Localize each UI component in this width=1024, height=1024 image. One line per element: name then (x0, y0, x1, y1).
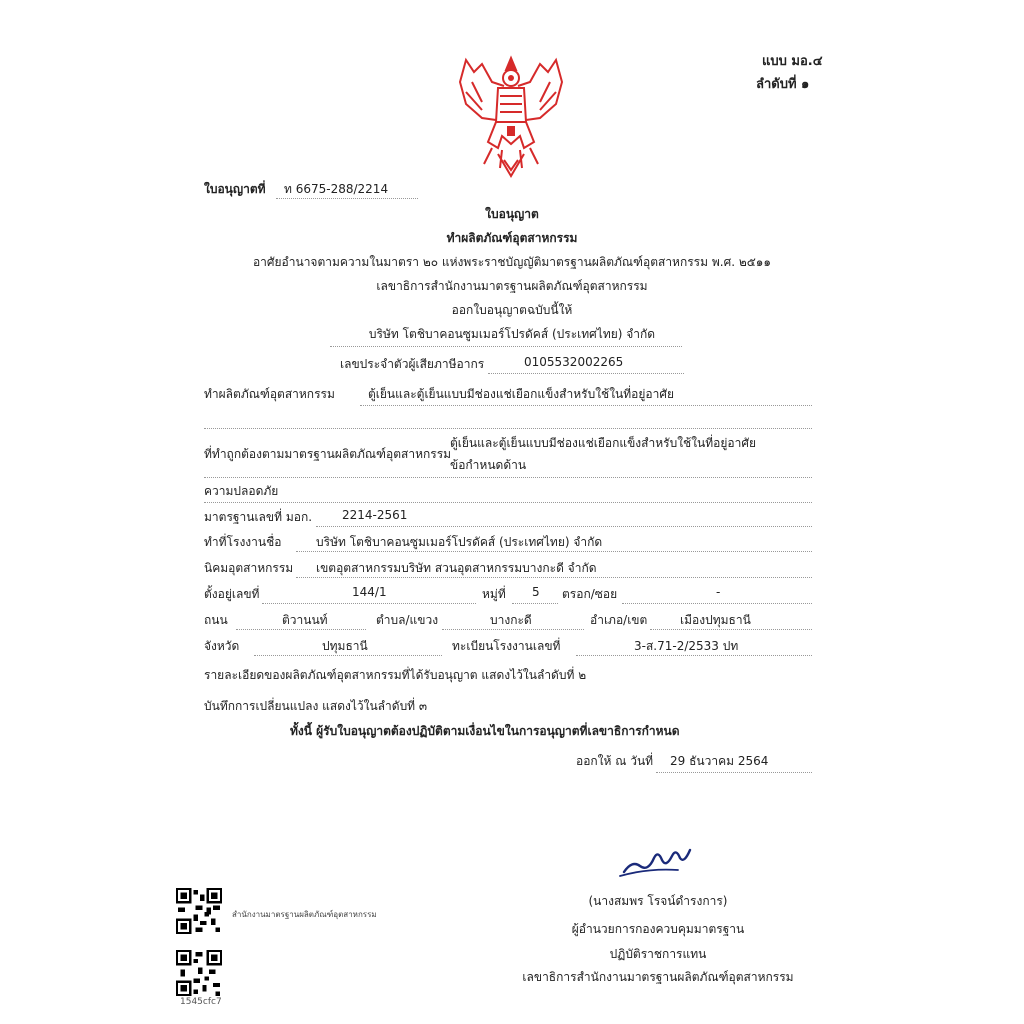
qr-caption: สำนักงานมาตรฐานผลิตภัณฑ์อุตสาหกรรม (232, 910, 377, 919)
address-soi-value: - (716, 585, 721, 599)
signatory-name: (นางสมพร โรจน์ดำรงการ) (588, 894, 728, 908)
tax-id-line (488, 373, 684, 374)
address-moo-line (512, 603, 558, 604)
qr-code-top (176, 888, 222, 934)
document-subtitle: ทำผลิตภัณฑ์อุตสาหกรรม (446, 231, 578, 245)
license-number-value: ท 6675-288/2214 (284, 182, 389, 196)
address-sub-value: บางกะดี (490, 613, 532, 627)
address-prov-label: จังหวัด (204, 639, 240, 653)
tis-label: มาตรฐานเลขที่ มอก. (204, 510, 313, 524)
address-moo-label: หมู่ที่ (482, 587, 506, 601)
license-number-label: ใบอนุญาตที่ (204, 182, 266, 196)
officer-text: เลขาธิการสำนักงานมาตรฐานผลิตภัณฑ์อุตสาหกรรม (376, 279, 648, 293)
standard-value-2: ข้อกำหนดด้าน (450, 458, 527, 472)
signatory-position: ผู้อำนวยการกองควบคุมมาตรฐาน (571, 922, 745, 936)
authority-text: อาศัยอำนาจตามความในมาตรา ๒๐ แห่งพระราชบัญญัติมาตรฐานผลิตภัณฑ์อุตสาหกรรม พ.ศ. ๒๕๑๑ (252, 255, 772, 269)
signature-mark (618, 838, 696, 880)
estate-line (296, 577, 812, 578)
standard-value-1: ตู้เย็นและตู้เย็นแบบมีช่องแช่เยือกแข็งสำหรับใช้ในที่อยู่อาศัย (450, 436, 757, 450)
standard-line-2 (204, 502, 812, 503)
standard-label: ที่ทำถูกต้องตามมาตรฐานผลิตภัณฑ์อุตสาหกรรม (204, 447, 452, 461)
standard-line (204, 477, 812, 478)
address-moo-value: 5 (532, 585, 540, 599)
address-soi-line (622, 603, 812, 604)
condition-note: ทั้งนี้ ผู้รับใบอนุญาตต้องปฏิบัติตามเงื่อนไขในการอนุญาตที่เลขาธิการกำหนด (290, 724, 680, 738)
signatory-acting: ปฏิบัติราชการแทน (609, 947, 707, 961)
address-no-label: ตั้งอยู่เลขที่ (204, 587, 260, 601)
product-line-2 (204, 428, 812, 429)
tax-id-label: เลขประจำตัวผู้เสียภาษีอากร (340, 357, 485, 371)
garuda-emblem (452, 52, 570, 180)
address-sub-label: ตำบล/แขวง (376, 613, 439, 627)
factory-reg-label: ทะเบียนโรงงานเลขที่ (452, 639, 561, 653)
tis-value: 2214-2561 (342, 508, 408, 522)
standard-value-3: ความปลอดภัย (204, 484, 279, 498)
details-note: รายละเอียดของผลิตภัณฑ์อุตสาหกรรมที่ได้รับอนุญาต แสดงไว้ในลำดับที่ ๒ (204, 668, 587, 682)
form-code: แบบ มอ.๔ (762, 54, 823, 69)
licensee-company: บริษัท โตชิบาคอนซูมเมอร์โปรดัคส์ (ประเทศไทย) จำกัด (368, 327, 656, 341)
issue-date-value: 29 ธันวาคม 2564 (670, 754, 769, 768)
address-road-line (236, 629, 366, 630)
address-dist-value: เมืองปทุมธานี (680, 613, 751, 627)
address-sub-line (442, 629, 584, 630)
issue-text: ออกใบอนุญาตฉบับนี้ให้ (451, 303, 573, 317)
address-no-value: 144/1 (352, 585, 387, 599)
address-road-label: ถนน (204, 613, 228, 627)
estate-value: เขตอุตสาหกรรมบริษัท สวนอุตสาหกรรมบางกะดี จำกัด (316, 561, 597, 575)
product-value: ตู้เย็นและตู้เย็นแบบมีช่องแช่เยือกแข็งสำหรับใช้ในที่อยู่อาศัย (368, 387, 675, 401)
address-road-value: ติวานนท์ (282, 613, 328, 627)
product-line (360, 405, 812, 406)
address-dist-label: อำเภอ/เขต (590, 613, 648, 627)
product-label: ทำผลิตภัณฑ์อุตสาหกรรม (204, 387, 335, 401)
address-prov-value: ปทุมธานี (322, 639, 368, 653)
address-dist-line (650, 629, 812, 630)
factory-reg-line (576, 655, 812, 656)
issue-date-label: ออกให้ ณ วันที่ (576, 754, 654, 768)
factory-label: ทำที่โรงงานชื่อ (204, 535, 282, 549)
address-no-line (262, 603, 476, 604)
estate-label: นิคมอุตสาหกรรม (204, 561, 294, 575)
license-number-line (276, 198, 418, 199)
tax-id-value: 0105532002265 (524, 355, 624, 369)
tis-line (316, 526, 812, 527)
signatory-office: เลขาธิการสำนักงานมาตรฐานผลิตภัณฑ์อุตสาหกรรม (522, 970, 794, 984)
qr-code-bottom (176, 950, 222, 996)
form-sequence: ลำดับที่ ๑ (756, 77, 810, 92)
address-soi-label: ตรอก/ซอย (562, 587, 618, 601)
footer-code: 1545cfc7 (180, 997, 222, 1007)
licensee-line (330, 346, 682, 347)
changes-note: บันทึกการเปลี่ยนแปลง แสดงไว้ในลำดับที่ ๓ (204, 699, 428, 713)
document-title: ใบอนุญาต (485, 207, 539, 221)
factory-line (296, 551, 812, 552)
factory-value: บริษัท โตชิบาคอนซูมเมอร์โปรดัคส์ (ประเทศไทย) จำกัด (316, 535, 603, 549)
factory-reg-value: 3-ส.71-2/2533 ปท (634, 639, 739, 653)
address-prov-line (254, 655, 442, 656)
issue-date-line (656, 772, 812, 773)
